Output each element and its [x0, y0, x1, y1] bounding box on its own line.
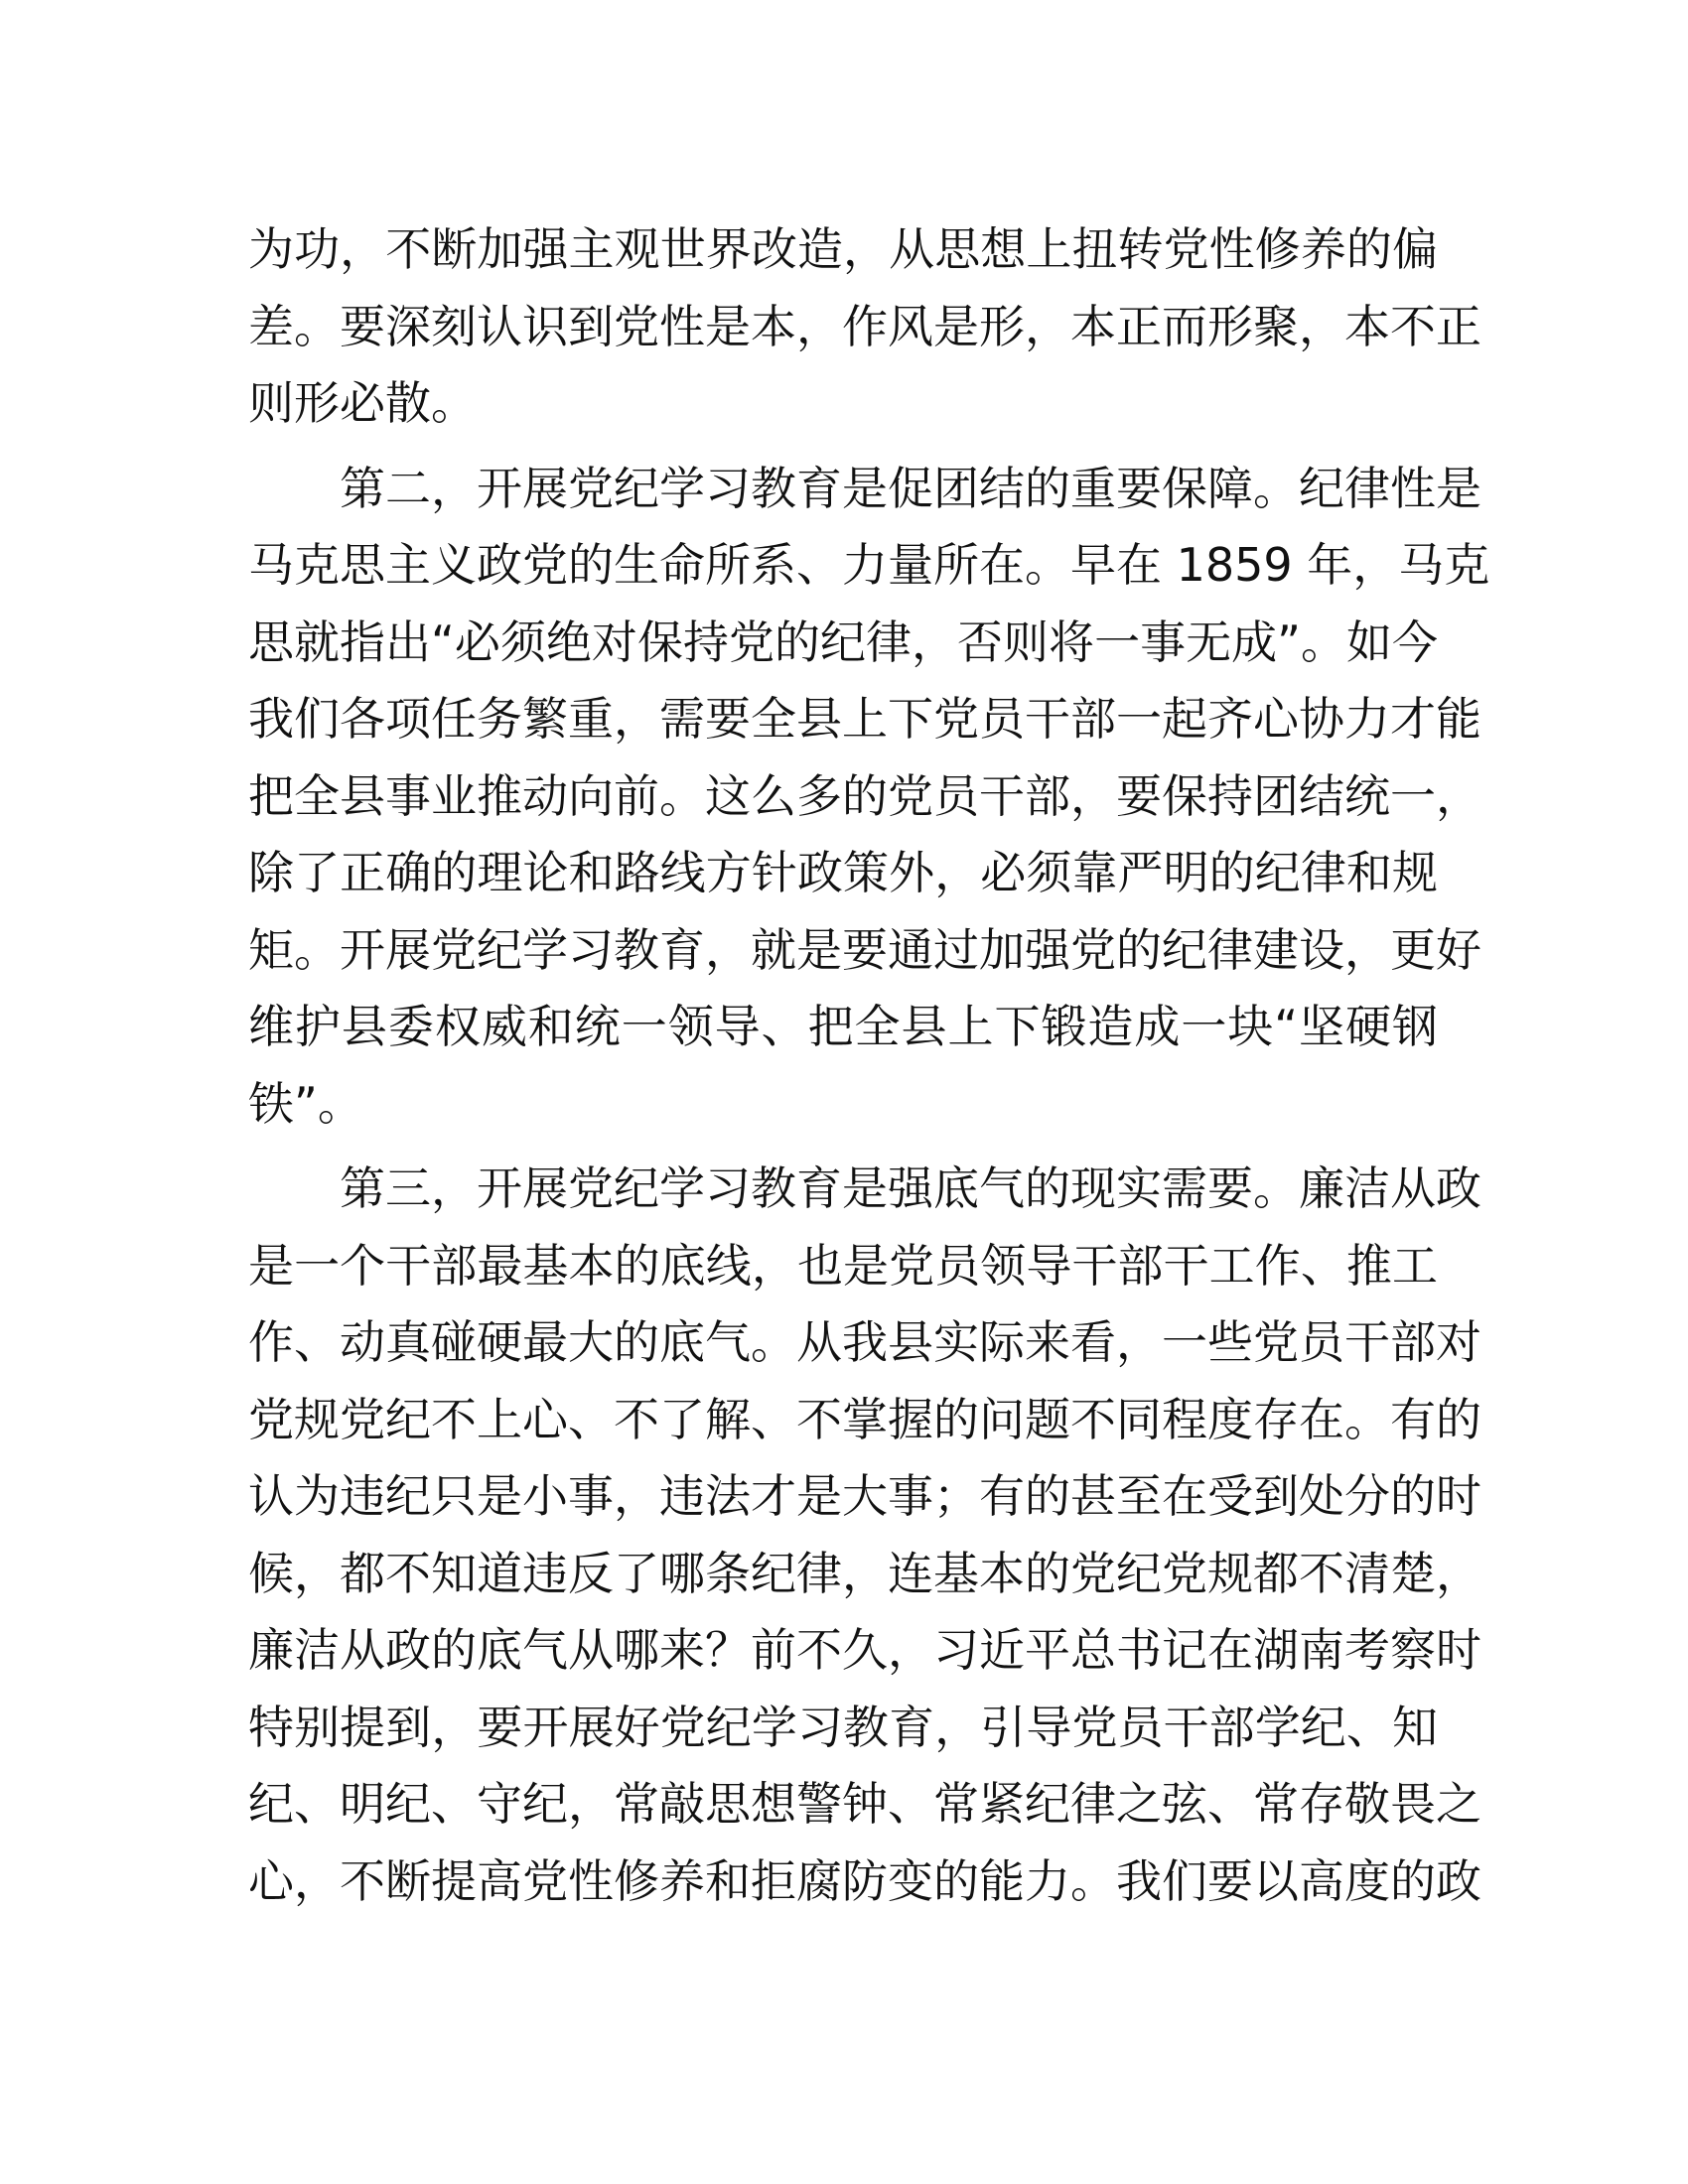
paragraph-line: 马克思主义政党的生命所系、力量所在。早在 1859 年，马克 [248, 538, 1490, 592]
paragraph-line: 第二，开展党纪学习教育是促团结的重要保障。纪律性是 [340, 461, 1481, 515]
paragraph-line: 则形必散。 [248, 376, 477, 430]
paragraph-line: 除了正确的理论和路线方针政策外，必须靠严明的纪律和规 [248, 846, 1438, 899]
paragraph-line: 铁”。 [248, 1076, 363, 1131]
document-body [248, 211, 1490, 1928]
paragraph-line: 把全县事业推动向前。这么多的党员干部，要保持团结统一， [248, 768, 1481, 823]
paragraph-line: 为功，不断加强主观世界改造，从思想上扭转党性修养的偏 [248, 222, 1438, 276]
paragraph-line: 维护县委权威和统一领导、把全县上下锻造成一块“坚硬钢 [248, 1000, 1438, 1053]
paragraph-line: 矩。开展党纪学习教育，就是要通过加强党的纪律建设，更好 [248, 922, 1481, 977]
paragraph-line: 作、动真碰硬最大的底气。从我县实际来看，一些党员干部对 [248, 1315, 1481, 1369]
paragraph-3 [248, 1151, 1481, 1920]
paragraph-line: 纪、明纪、守纪，常敲思想警钟、常紧纪律之弦、常存敬畏之 [248, 1777, 1481, 1831]
paragraph-line: 党规党纪不上心、不了解、不掌握的问题不同程度存在。有的 [248, 1392, 1481, 1446]
paragraph-line: 认为违纪只是小事，违法才是大事；有的甚至在受到处分的时 [248, 1469, 1481, 1523]
paragraph-line: 候，都不知道违反了哪条纪律，连基本的党纪党规都不清楚， [248, 1546, 1481, 1600]
paragraph-line: 是一个干部最基本的底线，也是党员领导干部干工作、推工 [248, 1238, 1438, 1293]
paragraph-line: 我们各项任务繁重，需要全县上下党员干部一起齐心协力才能 [248, 692, 1481, 746]
paragraph-line: 思就指出“必须绝对保持党的纪律，否则将一事无成”。如今 [248, 614, 1438, 669]
paragraph-line: 特别提到，要开展好党纪学习教育，引导党员干部学纪、知 [248, 1700, 1438, 1754]
paragraph-line: 第三，开展党纪学习教育是强底气的现实需要。廉洁从政 [340, 1161, 1481, 1215]
paragraph-line: 廉洁从政的底气从哪来？前不久，习近平总书记在湖南考察时 [248, 1623, 1481, 1677]
paragraph-line: 心，不断提高党性修养和拒腐防变的能力。我们要以高度的政 [248, 1853, 1481, 1908]
paragraph-line: 差。要深刻认识到党性是本，作风是形，本正而形聚，本不正 [248, 299, 1481, 353]
paragraph-1 [248, 211, 1481, 443]
paragraph-2 [248, 451, 1490, 1144]
